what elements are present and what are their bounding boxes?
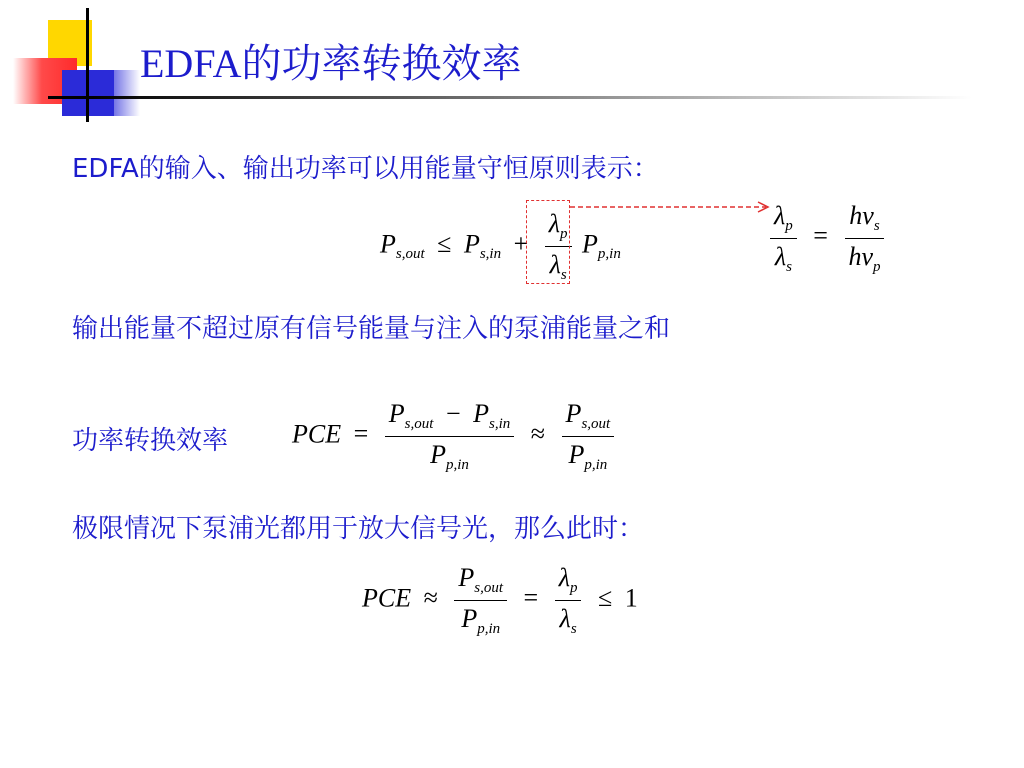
- pce-label: 功率转换效率: [72, 426, 229, 456]
- eq3-P-p-in2: P: [568, 440, 585, 469]
- eq4-lambda-fraction: [555, 562, 582, 639]
- eq3-minus: −: [445, 399, 461, 428]
- eq3-P-p-in: P: [430, 440, 446, 469]
- eq2-lambda-s: λ: [774, 242, 787, 271]
- eq1-P3: P: [582, 229, 598, 259]
- eq3-sub-s-out2: s,out: [581, 416, 611, 432]
- eq4-P-s-out: P: [458, 563, 475, 592]
- eq3-sub-s-out: s,out: [404, 416, 434, 432]
- eq3-sub-p-in: p,in: [446, 457, 469, 473]
- dashed-arrow: [560, 198, 780, 218]
- eq3-P-s-out2: P: [565, 399, 582, 428]
- eq1-leq: ≤: [437, 229, 452, 259]
- eq1-sub-s: s: [560, 267, 567, 283]
- eq3-main-fraction: [385, 398, 514, 475]
- eq2-sub-s: s: [786, 259, 792, 275]
- eq4-PCE: PCE: [362, 583, 412, 613]
- eq3-equals: =: [353, 419, 369, 449]
- logo-blue-fade: [100, 70, 140, 116]
- eq2-hv-ratio: [844, 200, 884, 277]
- eq3-P-s-out: P: [388, 399, 405, 428]
- eq4-power-fraction: [454, 562, 507, 639]
- eq1-lambda-p: λ: [548, 209, 561, 238]
- eq2-hv-s: hv: [849, 201, 874, 230]
- slide-title: EDFA的功率转换效率: [140, 41, 522, 86]
- eq4-approx: ≈: [423, 583, 438, 613]
- eq3-sub-p-in2: p,in: [584, 457, 608, 473]
- eq4-sub-s: s: [570, 621, 577, 637]
- eq3-P-s-in: P: [473, 399, 489, 428]
- eq1-sub-s-out: s,out: [395, 246, 425, 263]
- pce-definition-equation: [292, 398, 618, 475]
- eq2-sub-s2: s: [873, 218, 880, 234]
- eq4-leq: ≤: [597, 583, 613, 613]
- energy-conservation-equation: [380, 208, 621, 285]
- energy-statement: 输出能量不超过原有信号能量与注入的泵浦能量之和: [72, 314, 671, 344]
- eq4-one: 1: [624, 583, 638, 613]
- eq4-lambda-s: λ: [559, 604, 571, 633]
- intro-text: EDFA的输入、输出功率可以用能量守恒原则表示：: [72, 154, 659, 184]
- pce-limit-equation: [362, 562, 638, 639]
- title-underline: [92, 96, 972, 99]
- limit-text: 极限情况下泵浦光都用于放大信号光，那么此时：: [72, 514, 645, 544]
- eq2-hv-p: hv: [848, 242, 873, 271]
- eq1-sub-p-in: p,in: [597, 246, 621, 263]
- eq1-plus: +: [513, 229, 529, 259]
- eq4-equals: =: [523, 583, 539, 613]
- eq1-sub-p: p: [560, 226, 568, 242]
- eq2-lambda-p: λ: [774, 201, 786, 230]
- eq1-P2: P: [463, 229, 480, 259]
- eq4-sub-s-out: s,out: [474, 580, 504, 596]
- eq1-lambda-s: λ: [549, 250, 561, 279]
- eq2-equals: =: [813, 221, 828, 251]
- eq3-approx-fraction: [562, 398, 615, 475]
- photon-energy-ratio-equation: [766, 200, 888, 277]
- eq2-lambda-ratio: [770, 200, 797, 277]
- eq4-lambda-p: λ: [558, 563, 570, 592]
- eq1-sub-s-in: s,in: [479, 246, 502, 263]
- eq4-sub-p: p: [569, 580, 578, 596]
- eq3-sub-s-in: s,in: [489, 416, 511, 432]
- eq2-sub-p2: p: [872, 259, 881, 275]
- logo-vertical-line: [86, 8, 89, 122]
- eq3-approx: ≈: [530, 419, 546, 449]
- eq4-P-p-in: P: [461, 604, 478, 633]
- eq3-PCE: PCE: [292, 419, 342, 449]
- eq2-sub-p: p: [785, 218, 793, 234]
- eq4-sub-p-in: p,in: [477, 621, 501, 637]
- eq1-P: P: [380, 229, 396, 259]
